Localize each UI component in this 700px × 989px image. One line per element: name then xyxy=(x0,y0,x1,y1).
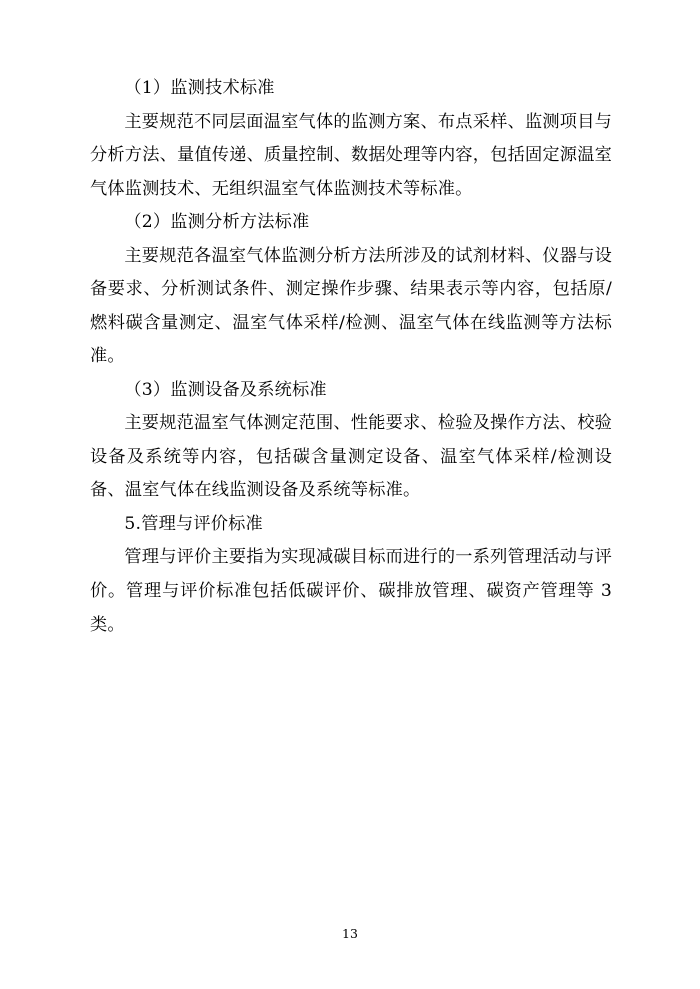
paragraph-monitoring-tech-standard-body: 主要规范不同层面温室气体的监测方案、布点采样、监测项目与分析方法、量值传递、质量控制、数据处理等内容，包括固定源温室气体监测技术、无组织温室气体监测技术等标准。 xyxy=(90,111,612,199)
paragraph-monitoring-tech-standard-heading: （1）监测技术标准 xyxy=(124,78,275,98)
paragraph-management-evaluation-body: 管理与评价主要指为实现减碳目标而进行的一系列管理活动与评价。管理与评价标准包括低碳评价、碳排放管理、碳资产管理等 3 类。 xyxy=(90,547,612,635)
document-body xyxy=(90,72,612,642)
paragraph-equipment-system-standard-body: 主要规范温室气体测定范围、性能要求、检验及操作方法、校验设备及系统等内容，包括碳含量测定设备、温室气体采样/检测设备、温室气体在线监测设备及系统等标准。 xyxy=(90,413,612,501)
paragraph-analysis-method-standard-heading: （2）监测分析方法标准 xyxy=(124,212,310,233)
paragraph-equipment-system-standard-heading: （3）监测设备及系统标准 xyxy=(124,379,327,400)
paragraph-management-evaluation-heading: 5.管理与评价标准 xyxy=(124,513,263,534)
page-number: 13 xyxy=(342,926,358,941)
paragraph-analysis-method-standard-body: 主要规范各温室气体监测分析方法所涉及的试剂材料、仪器与设备要求、分析测试条件、测定操作步骤、结果表示等内容，包括原/燃料碳含量测定、温室气体采样/检测、温室气体在线监测等方法标准。 xyxy=(90,245,612,367)
